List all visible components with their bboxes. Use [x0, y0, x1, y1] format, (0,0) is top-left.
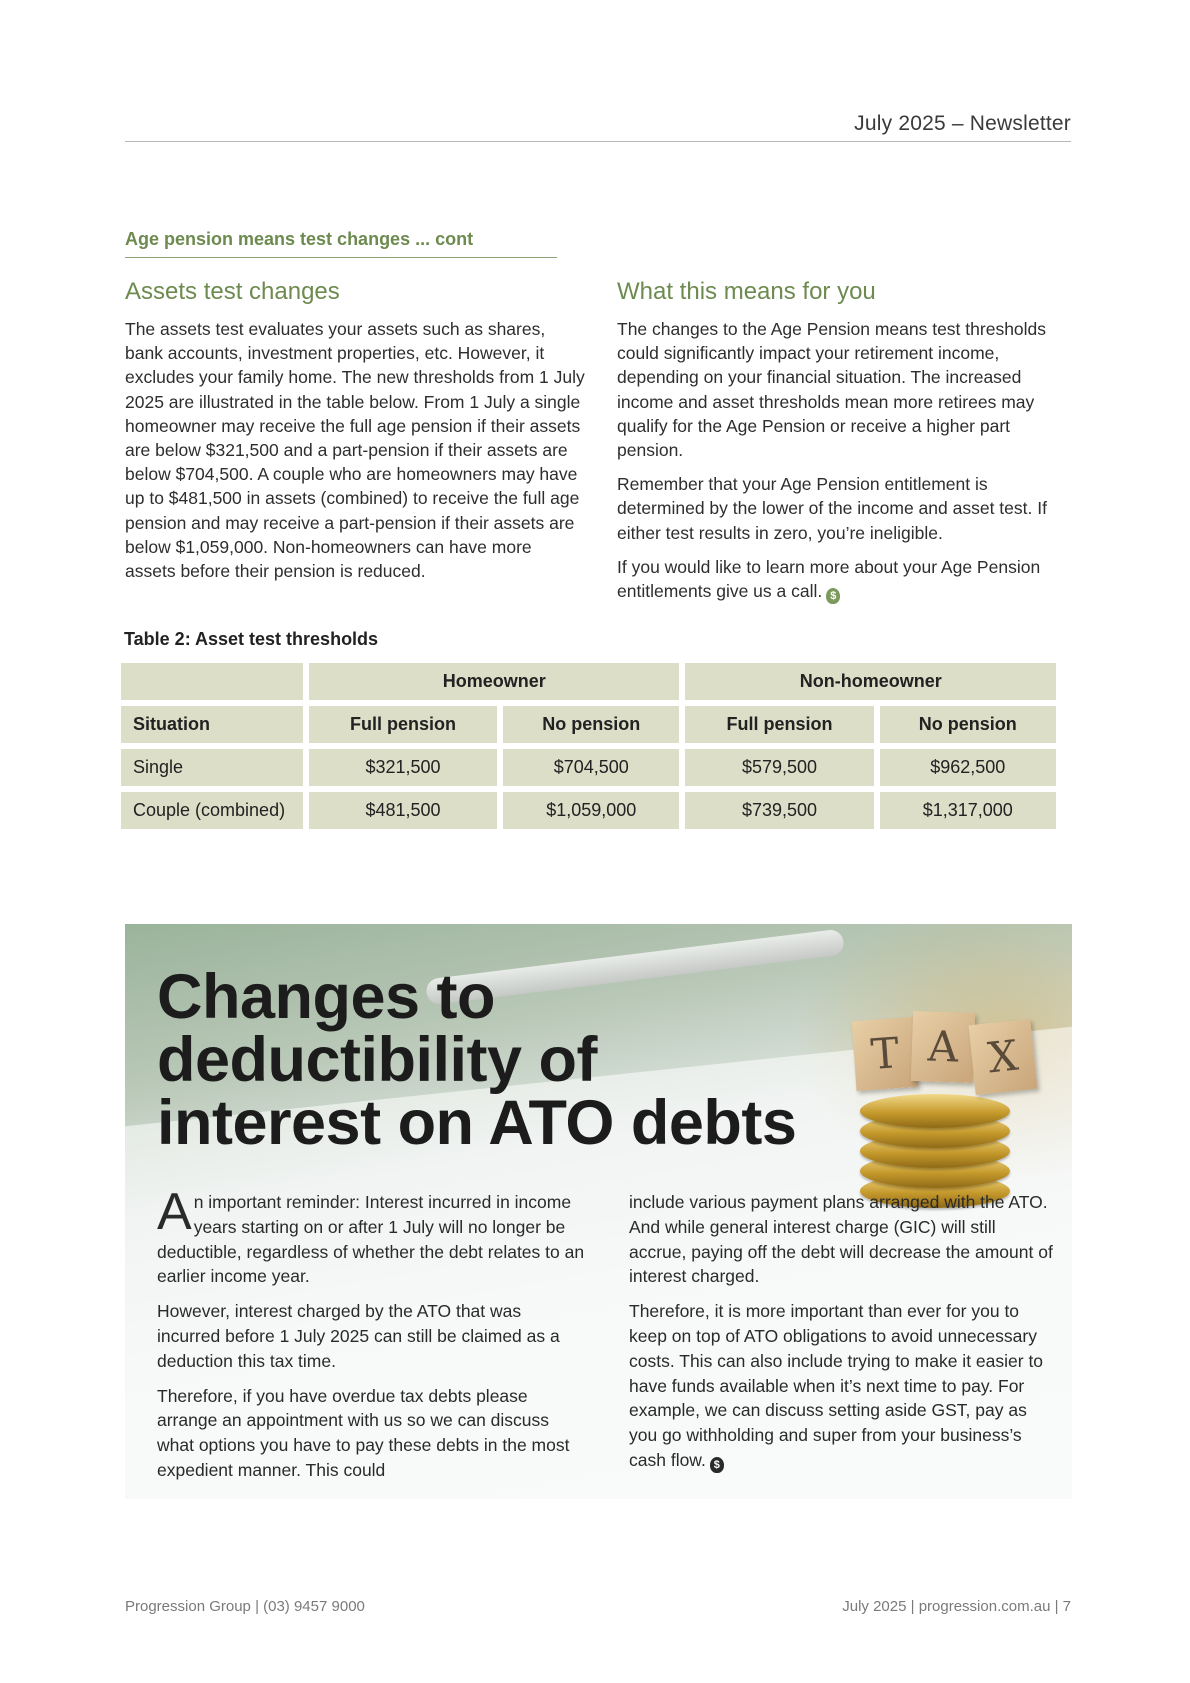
what-this-means-paragraph [617, 555, 1072, 604]
feature-left-column [157, 1183, 587, 1493]
non-homeowner-header: Non-homeowner [685, 663, 1056, 700]
table-cell: $579,500 [685, 749, 873, 786]
coin [860, 1094, 1010, 1128]
table-group-header-row [121, 663, 1056, 700]
column-header: Full pension [685, 706, 873, 743]
table-sub-header-row [121, 706, 1056, 743]
feature-first-text: n important reminder: Interest incurred in income years starting on or after 1 July will no longer be deductible, regardless of whether the debt relates to an earlier income year. [157, 1192, 585, 1287]
drop-cap: A [157, 1183, 192, 1241]
money-bag-icon: $ [826, 588, 840, 604]
tax-block-a: A [911, 1011, 975, 1083]
newsletter-title: July 2025 – Newsletter [854, 112, 1071, 135]
feature-title-line: interest on ATO debts [157, 1088, 797, 1158]
coin-stack-image [860, 1021, 1021, 1214]
homeowner-header: Homeowner [309, 663, 679, 700]
table-cell: $481,500 [309, 792, 497, 829]
situation-cell: Couple (combined) [121, 792, 303, 829]
what-this-means-column [617, 277, 1072, 614]
feature-paragraph [157, 1183, 587, 1289]
assets-test-heading: Assets test changes [125, 278, 340, 305]
what-this-means-paragraph: The changes to the Age Pension means test thresholds could significantly impact your retirement income, depending on your financial situation. The increased income and asset thresholds mean more retirees may qualify for the Age Pension or receive a higher part pension. [617, 319, 1047, 461]
feature-title [157, 962, 877, 1158]
table-cell: $739,500 [685, 792, 873, 829]
footer-company: Progression Group | (03) 9457 9000 [125, 1598, 365, 1615]
table-corner-cell [121, 663, 303, 700]
feature-title-line: deductibility of [157, 1025, 597, 1095]
feature-paragraph [629, 1299, 1054, 1473]
table-row [121, 792, 1056, 829]
section-continuation-label: Age pension means test changes ... cont [125, 229, 474, 249]
table-caption: Table 2: Asset test thresholds [124, 629, 379, 649]
feature-paragraph: However, interest charged by the ATO that was incurred before 1 July 2025 can still be claimed as a deduction this tax time. [157, 1301, 560, 1371]
situation-cell: Single [121, 749, 303, 786]
tax-block-t: T [852, 1017, 919, 1091]
section-divider [125, 257, 557, 258]
column-header: No pension [880, 706, 1056, 743]
table-cell: $1,317,000 [880, 792, 1056, 829]
assets-test-column [125, 277, 587, 593]
table-cell: $1,059,000 [503, 792, 679, 829]
column-header: Full pension [309, 706, 497, 743]
asset-thresholds-table [115, 657, 1062, 835]
situation-header: Situation [121, 706, 303, 743]
column-header: No pension [503, 706, 679, 743]
header-divider [125, 141, 1071, 142]
table-cell: $704,500 [503, 749, 679, 786]
money-bag-icon: $ [710, 1457, 724, 1473]
feature-paragraph: Therefore, if you have overdue tax debts please arrange an appointment with us so we can discuss what options you have to pay these debts in the most expedient manner. This could [157, 1385, 570, 1480]
feature-title-line: Changes to [157, 962, 496, 1032]
table-cell: $321,500 [309, 749, 497, 786]
table-row [121, 749, 1056, 786]
what-this-means-paragraph: Remember that your Age Pension entitlement is determined by the lower of the income and asset test. If either test results in zero, you’re ineligible. [617, 474, 1047, 543]
feature-closing-text: Therefore, it is more important than ever for you to keep on top of ATO obligations to avoid unnecessary costs. This can also include trying to make it easier to have funds available when it’s next time to pay. For example, we can discuss setting aside GST, pay as you go withholding and super from your business’s cash flow. [629, 1301, 1044, 1470]
table-cell: $962,500 [880, 749, 1056, 786]
footer-page-info: July 2025 | progression.com.au | 7 [842, 1598, 1071, 1615]
tax-block-x: X [969, 1019, 1038, 1095]
ato-debts-feature [125, 924, 1072, 1499]
feature-paragraph: include various payment plans arranged with the ATO. And while general interest charge (GIC) will still accrue, paying off the debt will decrease the amount of interest charged. [629, 1192, 1053, 1287]
assets-test-body: The assets test evaluates your assets such as shares, bank accounts, investment properties, etc. However, it excludes your family home. The new thresholds from 1 July 2025 are illustrated in the table below. From 1 July a single homeowner may receive the full age pension if their assets are below $321,500 and a part-pension if their assets are below $704,500. A couple who are homeowners may have up to $481,500 in assets (combined) to receive the full age pension and may receive a part-pension if their assets are below $1,059,000. Non-homeowners can have more assets before their pension is reduced. [125, 319, 585, 582]
what-this-means-heading: What this means for you [617, 278, 876, 305]
call-us-text: If you would like to learn more about your Age Pension entitlements give us a call. [617, 556, 1041, 602]
feature-right-column [629, 1190, 1054, 1483]
